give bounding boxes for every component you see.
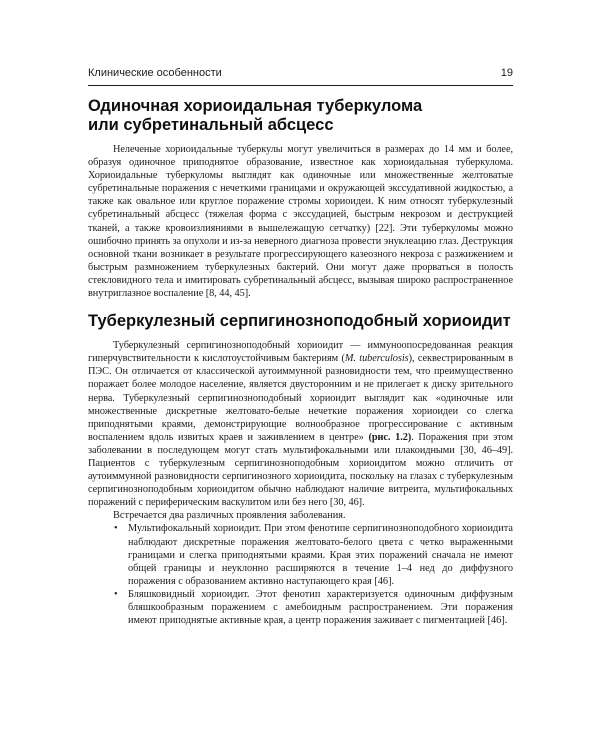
bullet-marker: • xyxy=(114,523,118,535)
heading-line-1: Одиночная хориоидальная туберкулома xyxy=(88,97,423,115)
page-body xyxy=(88,97,513,627)
list-item-text: Мультифокальный хориоидит. При этом фенотипе серпигинозноподобного хориоидита наблюдают дискретные поражения желтовато-белого цвета с четко выраженными границами и слегка приподнятыми краями. Края этих поражений сначала не имеют общей границы и неуклонно расширяются в течение 1–4 нед до диффузного поражения с образованием активно наступающего края [46]. xyxy=(128,523,513,587)
list-item xyxy=(114,588,513,627)
paragraph-manifestations: Встречается два различных проявления заболевания. xyxy=(113,510,346,522)
page-number: 19 xyxy=(500,67,513,79)
figure-reference: (рис. 1.2) xyxy=(368,431,412,443)
running-header xyxy=(88,67,513,79)
list-item xyxy=(114,522,513,587)
species-name: M. tuberculosis xyxy=(344,353,409,365)
heading-line-2: или субретинальный абсцесс xyxy=(88,116,334,134)
para1-part-b: ), секвестрированным в ПЭС. Он отличается от классической аутоиммунной разновидности тем, что преимущественно поражает более молодое население, является двусторонним и не прилегает к диску зрительного нерва. Туберкулезный серпигинозноподобный хориоидит выглядит как «одиночные или множественные дискретные желтовато-белые нечеткие поражения хориоидеи со слегка приподнятыми краями, демонстрирующие волнообразное прогрессирование с активным воспалением вдоль извитых краев и заживлением в центре» xyxy=(88,353,514,443)
paragraph-serpiginous xyxy=(88,339,513,509)
para1-part-a: Туберкулезный серпигинозноподобный хориоидит — иммуноопосредованная реакция гиперчувствительности к кислотоустойчивым бактериям ( xyxy=(88,340,513,365)
phenotype-list xyxy=(88,522,513,627)
header-section-title: Клинические особенности xyxy=(88,67,222,79)
bullet-marker: • xyxy=(114,588,118,600)
section-heading-tuberculoma xyxy=(88,97,513,135)
para1-part-c: . Поражения при этом заболевании в последующем могут стать мультифокальными или плакоидными [30, 46–49]. Пациентов с туберкулезным серпигинозноподобным хориоидитом можно отличить от аутоиммунной разновидности серпигинозного хориоидита, поскольку на глазах с туберкулезным серпигинозноподобным хориоидитом обычно наблюдают наличие витреита, мультифокальных поражений с периферическим васкулитом или без него [30, 46]. xyxy=(88,431,514,509)
list-item-text: Бляшковидный хориоидит. Этот фенотип характеризуется одиночным диффузным бляшкообразным поражением с амебоидным распространением. Эти поражения имеют приподнятые активные края, а центр поражения заживает с пигментацией [46]. xyxy=(128,588,513,627)
header-rule xyxy=(88,85,513,86)
paragraph-tuberculoma: Нелеченые хориоидальные туберкулы могут увеличиться в размерах до 14 мм и более, образуя одиночное приподнятое образование, известное как хориоидальная туберкулома. Хориоидальные туберкуломы выглядят как одиночные или множественные желтоватые субретинальные поражения с нечеткими границами и окружающей экссудативной жидкостью, а также как овальное или круглое поражение стромы хориоидеи. К ним относят туберкулезный субретинальный абсцесс (тяжелая форма с экссудацией, быстрым некрозом и деструкцией тканей, а также кровоизлияниями в вышележащую сетчатку) [22]. Эти туберкуломы можно ошибочно принять за опухоли и из-за неверного диагноза провести энуклеацию глаз. Деструкция основной ткани возникает в результате прогрессирующего казеозного некроза с разжижением и быстрым размножением туберкулезных бактерий. Они могут даже прорваться в полость стекловидного тела и имитировать субретинальный абсцесс, вызывая широко распространенное внутриглазное воспаление [8, 44, 45]. xyxy=(88,144,513,300)
section-heading-serpiginous: Туберкулезный серпигинозноподобный хориоидит xyxy=(88,312,511,331)
